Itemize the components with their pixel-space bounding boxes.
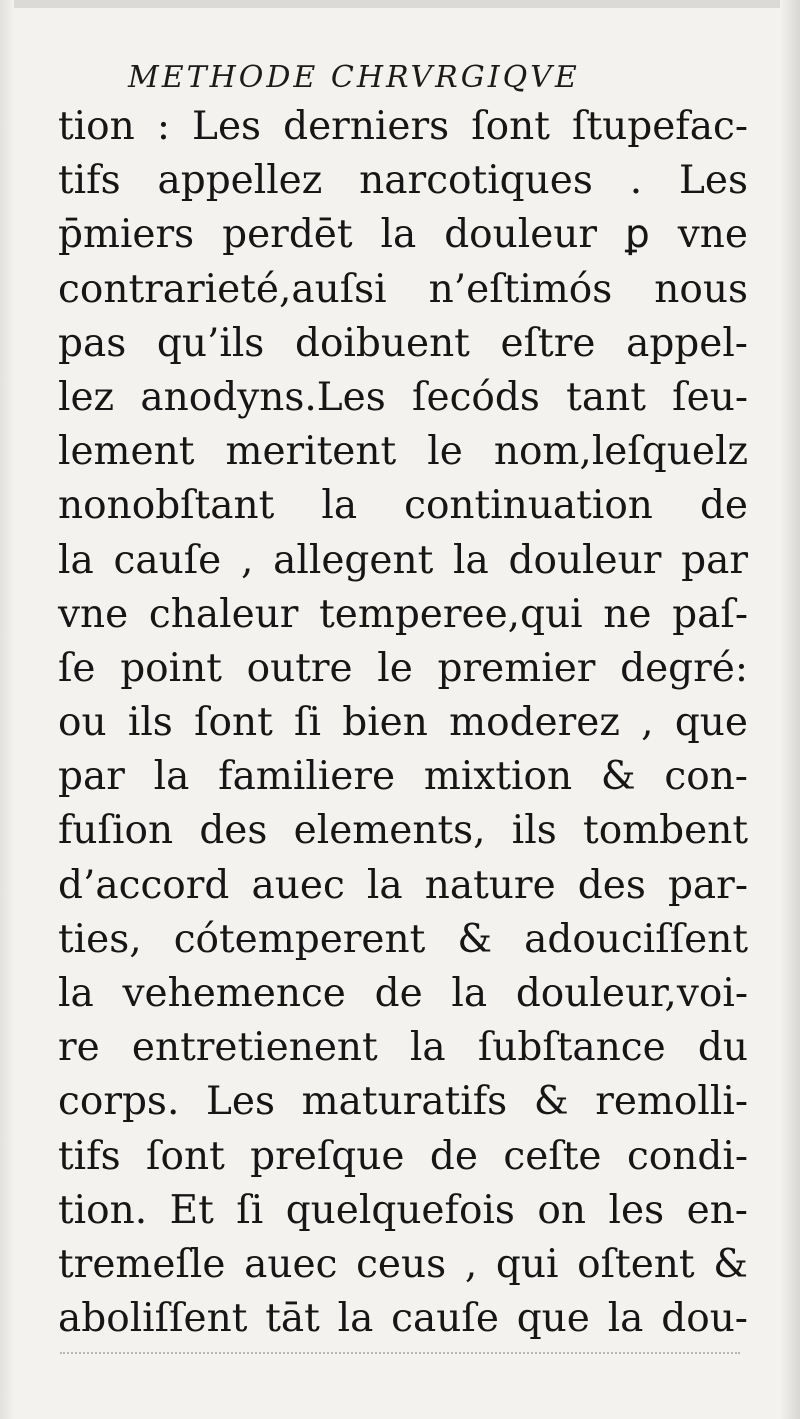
running-title: METHODE CHRVRGIQVE: [128, 60, 580, 95]
text-line: aboliſſent tāt la cauſe que la dou-: [58, 1296, 748, 1342]
text-line: d’accord auec la nature des par-: [58, 862, 748, 908]
page-top-edge: [0, 0, 800, 8]
text-line: p̄miers perdēt la douleur ꝑ vne: [58, 212, 748, 258]
page-bottom-edge: [60, 1352, 740, 1356]
text-line: vne chaleur temperee,qui ne paſ-: [58, 591, 748, 637]
text-line: tremeſle auec ceus , qui oſtent &: [58, 1241, 748, 1287]
text-line: tifs ſont preſque de ceſte condi-: [58, 1133, 748, 1179]
text-line: ou ils ſont ſi bien moderez , que: [58, 700, 748, 746]
text-line: tifs appellez narcotiques . Les: [58, 158, 748, 204]
text-line: la vehemence de la douleur,voi-: [58, 971, 748, 1016]
body-text: [58, 100, 748, 1346]
text-line: re entretienent la ſubſtance du: [58, 1025, 748, 1071]
text-line: ties, cótemperent & adouciſſent: [58, 916, 748, 962]
text-line: pas qu’ils doibuent eſtre appel-: [58, 320, 748, 366]
text-line: fuſion des elements, ils tombent: [58, 808, 748, 854]
text-line: corps. Les maturatifs & remolli-: [58, 1079, 748, 1125]
text-line: lez anodyns.Les ſecóds tant ſeu-: [58, 374, 748, 420]
text-line: ſe point outre le premier degré:: [58, 645, 748, 691]
page-right-edge: [780, 0, 800, 1419]
text-line: nonobſtant la continuation de: [58, 483, 748, 529]
page-left-edge: [0, 0, 14, 1419]
text-line: tion. Et ſi quelquefois on les en-: [58, 1187, 748, 1233]
text-line: lement meritent le nom,leſquelz: [58, 429, 748, 475]
text-line: contrarieté,auſsi n’eſtimós nous: [58, 266, 748, 312]
text-line: par la familiere mixtion & con-: [58, 754, 748, 800]
text-line: la cauſe , allegent la douleur par: [58, 537, 748, 583]
text-line: tion : Les derniers ſont ſtupefac-: [58, 104, 748, 149]
